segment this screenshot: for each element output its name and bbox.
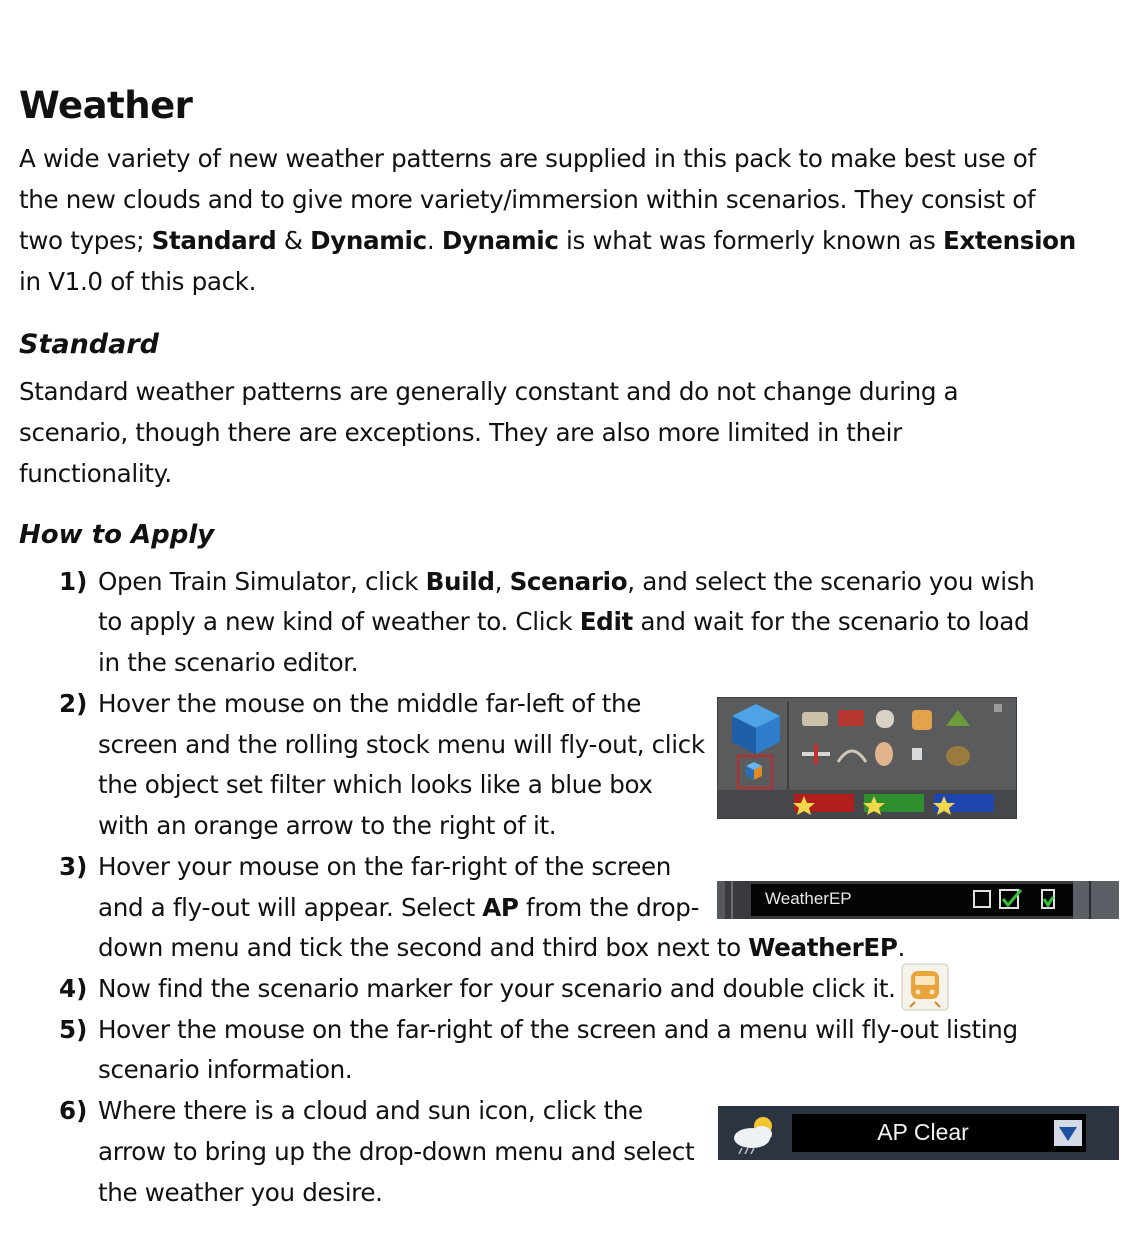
step-6-line-2: arrow to bring up the drop-down menu and select: [98, 1137, 695, 1166]
step-number: 1): [59, 567, 88, 596]
step-6-line-3: the weather you desire.: [98, 1178, 383, 1207]
step-3-line-3: down menu and tick the second and third box next to WeatherEP.: [98, 933, 906, 962]
row-scroll-area: [1073, 881, 1119, 919]
step-6-line-1: Where there is a cloud and sun icon, click the: [98, 1096, 643, 1125]
section-heading-how-to-apply: How to Apply: [19, 520, 215, 550]
checked-checkbox-icon: [1041, 888, 1055, 910]
intro-line-1: A wide variety of new weather patterns are supplied in this pack to make best use of: [19, 144, 1036, 173]
step-1-line-2: to apply a new kind of weather to. Click Edit and wait for the scenario to load: [98, 607, 1030, 636]
row-edge: [717, 881, 725, 919]
intro-line-4: in V1.0 of this pack.: [19, 267, 257, 296]
step-1-line-3: in the scenario editor.: [98, 648, 359, 677]
standard-line-3: functionality.: [19, 459, 172, 488]
checked-checkbox-icon: [999, 888, 1023, 910]
step-number: 2): [59, 689, 88, 718]
page-title: Weather: [19, 84, 193, 127]
weatherep-row-screenshot: [717, 881, 1119, 919]
weatherep-label: WeatherEP: [765, 889, 852, 908]
cloud-sun-icon: [730, 1114, 782, 1154]
step-3-line-1: Hover your mouse on the far-right of the screen: [98, 852, 672, 881]
step-2-line-4: with an orange arrow to the right of it.: [98, 811, 557, 840]
step-2-line-1: Hover the mouse on the middle far-left of the: [98, 689, 642, 718]
step-number: 3): [59, 852, 88, 881]
step-4-line-1: Now find the scenario marker for your scenario and double click it.: [98, 974, 896, 1003]
scenario-marker-screenshot: [901, 963, 949, 1011]
step-number: 4): [59, 974, 88, 1003]
step-2-line-2: screen and the rolling stock menu will fly-out, click: [98, 730, 705, 759]
standard-line-2: scenario, though there are exceptions. They are also more limited in their: [19, 418, 902, 447]
step-1-line-1: Open Train Simulator, click Build, Scenario, and select the scenario you wish: [98, 567, 1035, 596]
weatherep-checkbox-1: [973, 890, 991, 908]
row-divider: [731, 881, 733, 919]
intro-line-3: two types; Standard & Dynamic. Dynamic is what was formerly known as Extension: [19, 226, 1076, 255]
rolling-stock-menu-icon: [718, 698, 1016, 818]
row-divider: [1089, 881, 1091, 919]
object-set-filter-screenshot: [717, 697, 1017, 819]
dropdown-arrow-icon[interactable]: [1054, 1120, 1082, 1146]
intro-line-2: the new clouds and to give more variety/immersion within scenarios. They consist of: [19, 185, 1036, 214]
section-heading-standard: Standard: [19, 329, 159, 360]
weather-select-value: AP Clear: [877, 1119, 969, 1145]
step-5-line-1: Hover the mouse on the far-right of the screen and a menu will fly-out listing: [98, 1015, 1018, 1044]
step-3-line-2: and a fly-out will appear. Select AP from the drop-: [98, 893, 700, 922]
standard-line-1: Standard weather patterns are generally constant and do not change during a: [19, 377, 959, 406]
step-2-line-3: the object set filter which looks like a blue box: [98, 770, 653, 799]
step-5-line-2: scenario information.: [98, 1055, 353, 1084]
step-number: 6): [59, 1096, 88, 1125]
step-number: 5): [59, 1015, 88, 1044]
scenario-marker-icon: [901, 963, 949, 1011]
weather-dropdown-screenshot: [718, 1106, 1119, 1160]
